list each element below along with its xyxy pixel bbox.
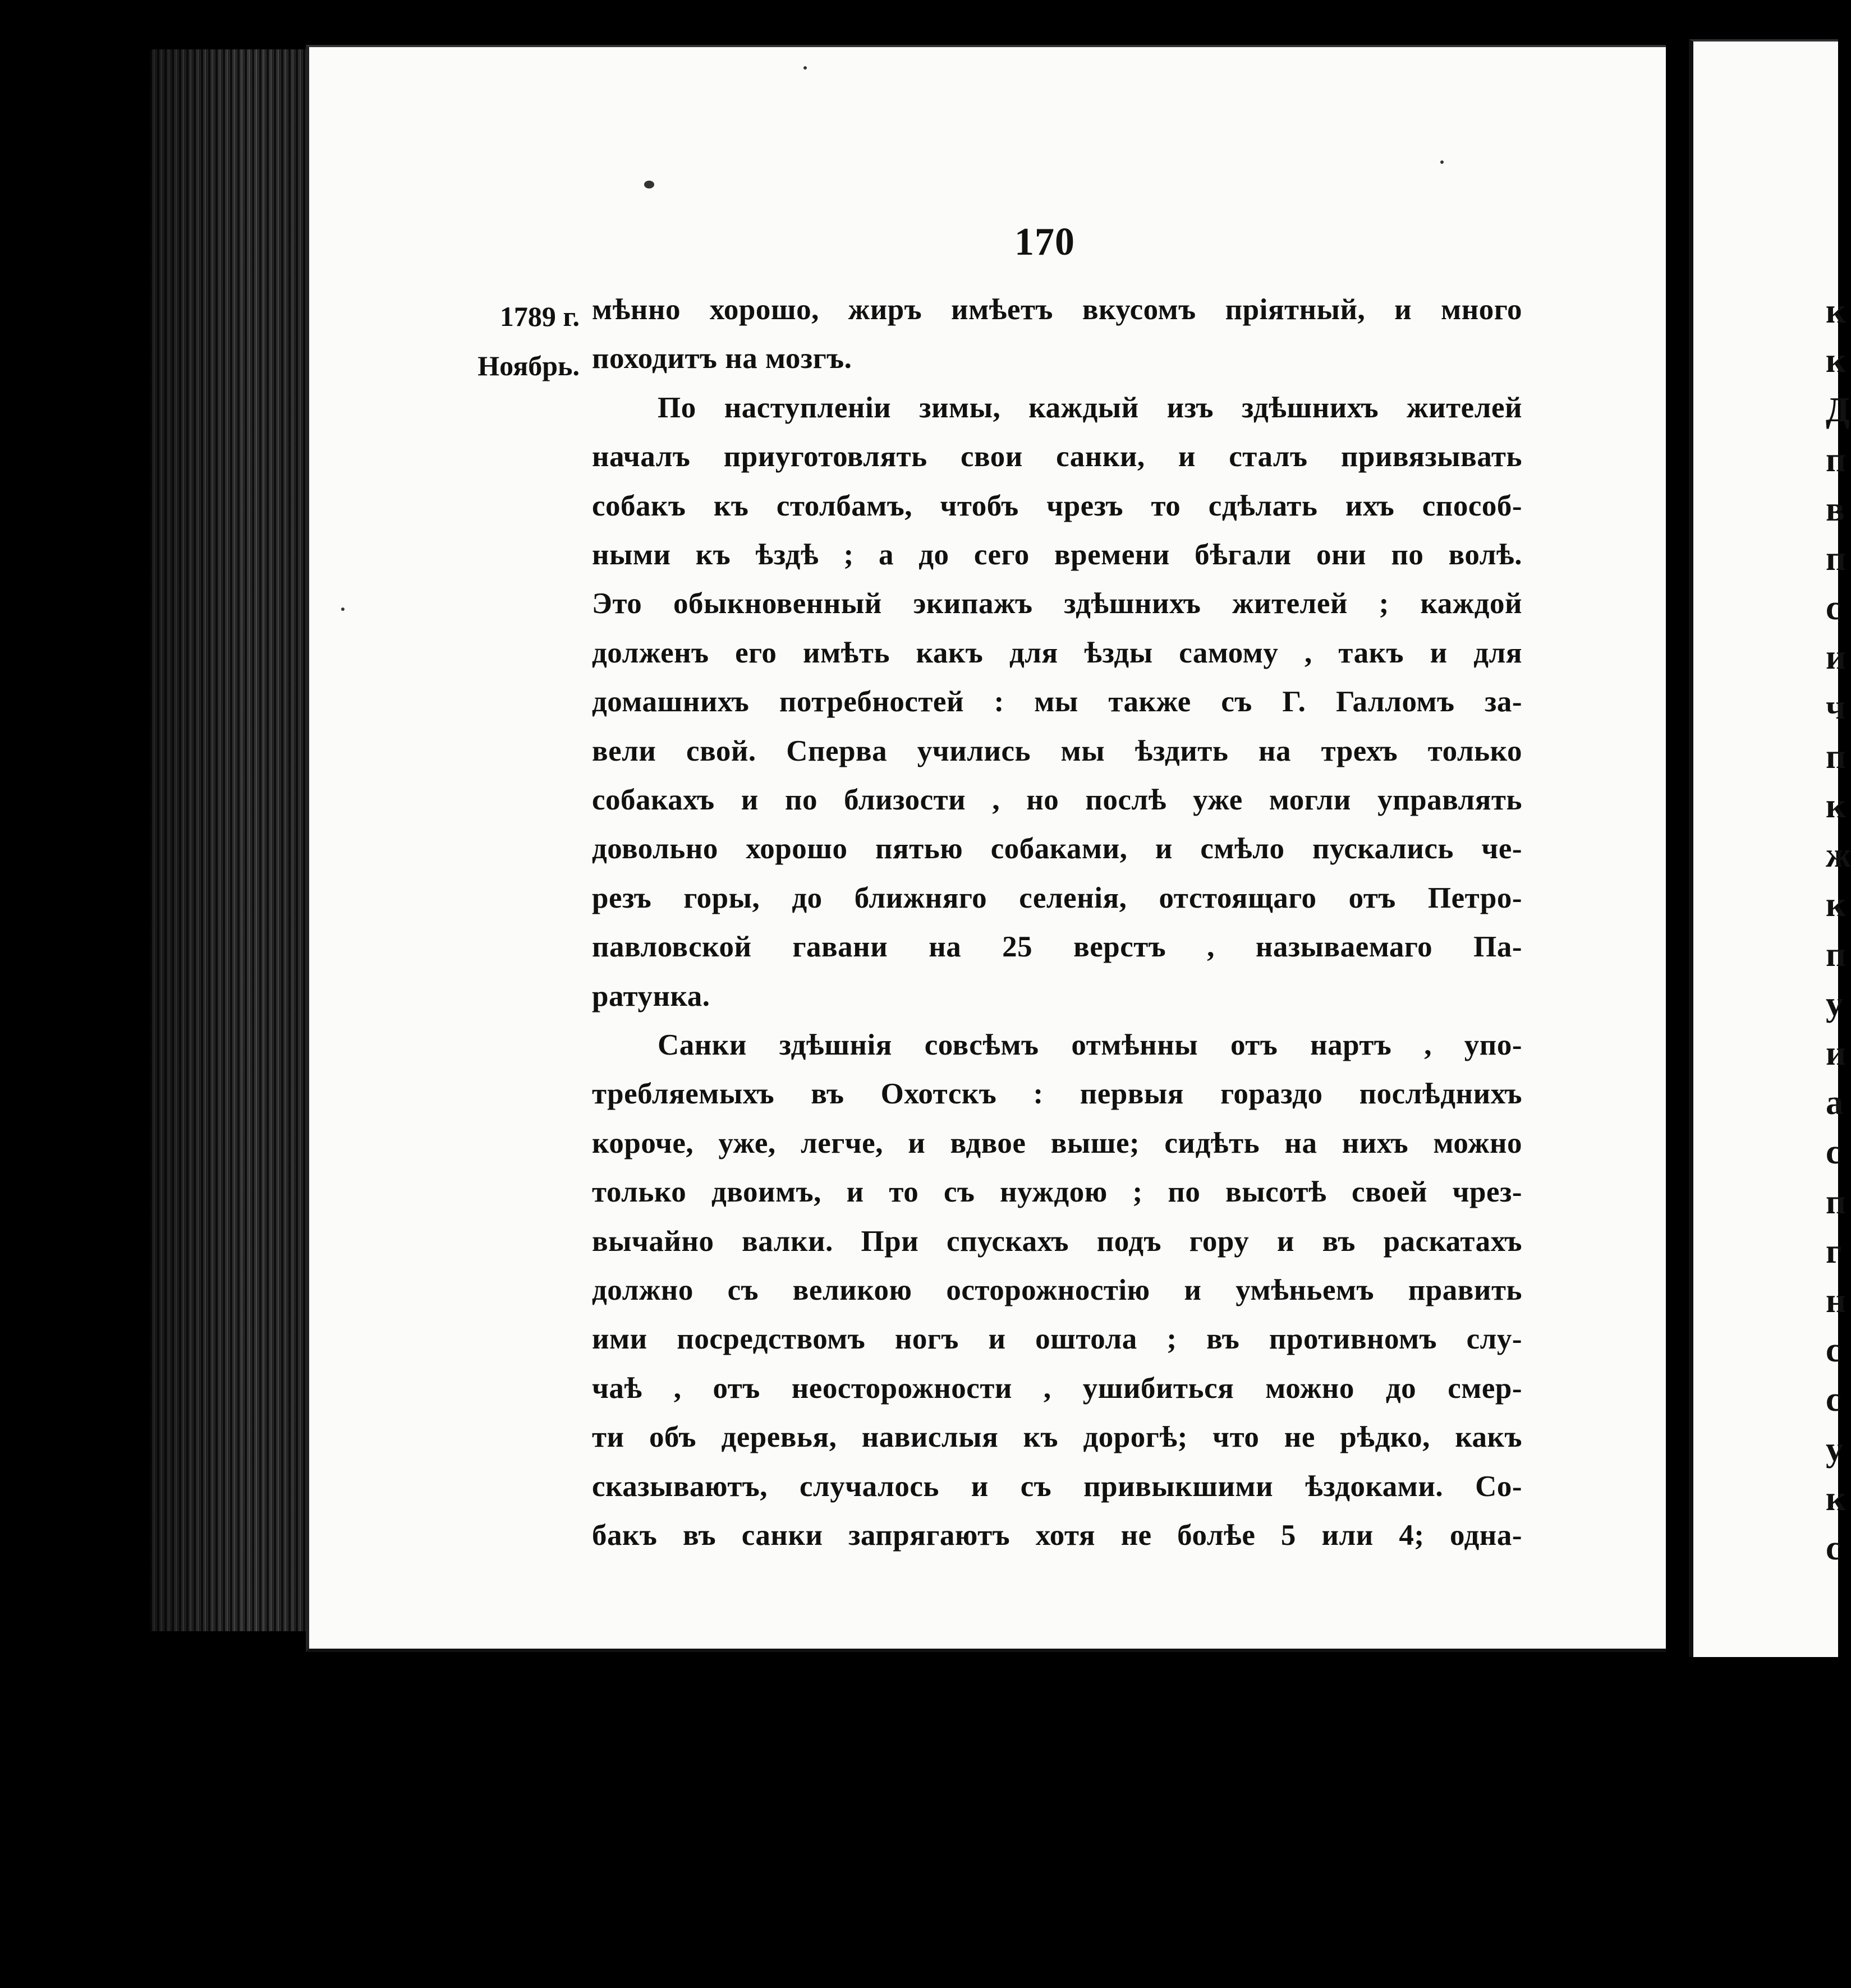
text-line: чаѣ , отъ неосторожности , ушибиться можно до смер- bbox=[592, 1372, 1522, 1405]
facing-page-letter: и bbox=[1826, 638, 1846, 677]
facing-page-letter: п bbox=[1826, 540, 1846, 578]
facing-page-letter: п bbox=[1826, 935, 1846, 974]
text-line: павловской гавани на 25 верстъ , называемаго Па- bbox=[592, 931, 1522, 964]
scan-speck bbox=[644, 181, 654, 188]
text-line: ратунка. bbox=[592, 979, 710, 1013]
page-number: 170 bbox=[1014, 220, 1075, 264]
facing-page-letter: у bbox=[1826, 1430, 1843, 1469]
facing-page-letter: к bbox=[1826, 292, 1846, 330]
facing-page-letter: к bbox=[1826, 886, 1846, 924]
text-line: короче, уже, легче, и вдвое выше; сидѣть на нихъ можно bbox=[592, 1126, 1522, 1159]
text-line: походитъ на мозгъ. bbox=[592, 342, 852, 375]
text-line: ными къ ѣздѣ ; а до сего времени бѣгали они по волѣ. bbox=[592, 539, 1522, 571]
text-line: только двоимъ, и то съ нуждою ; по высотѣ своей чрез- bbox=[592, 1176, 1522, 1209]
scan-speck bbox=[341, 608, 345, 611]
facing-page-letter: г bbox=[1826, 1232, 1842, 1271]
text-line: собакъ къ столбамъ, чтобъ чрезъ то сдѣлать ихъ способ- bbox=[592, 489, 1522, 522]
text-line: вычайно валки. При спускахъ подъ гору и въ раскатахъ bbox=[592, 1225, 1522, 1258]
facing-page-letter: с bbox=[1826, 1380, 1841, 1419]
text-line: домашнихъ потребностей : мы также съ Г. Галломъ за- bbox=[592, 685, 1522, 719]
facing-page-letter: п bbox=[1826, 737, 1846, 776]
facing-page-letter: п bbox=[1826, 440, 1846, 479]
text-line: долженъ его имѣть какъ для ѣзды самому , такъ и для bbox=[592, 636, 1522, 669]
facing-page-letter: в bbox=[1826, 490, 1845, 528]
text-line: Это обыкновенный экипажъ здѣшнихъ жителей ; каждой bbox=[592, 587, 1522, 620]
facing-page-letter: к bbox=[1826, 787, 1846, 825]
text-line: резъ горы, до ближняго селенія, отстоящаго отъ Петро- bbox=[592, 881, 1522, 914]
facing-page-letter: с bbox=[1826, 589, 1841, 628]
text-line: требляемыхъ въ Охотскъ : первыя гораздо послѣднихъ bbox=[592, 1078, 1522, 1111]
text-line: вели свой. Сперва учились мы ѣздить на трехъ только bbox=[592, 734, 1522, 767]
text-line: должно съ великою осторожностію и умѣньемъ править bbox=[592, 1274, 1522, 1306]
facing-page-letter: к bbox=[1826, 342, 1846, 380]
facing-page-letter: к bbox=[1826, 1479, 1846, 1518]
facing-page-letter: с bbox=[1826, 1331, 1841, 1370]
scan-speck bbox=[803, 66, 807, 70]
text-line: собакахъ и по близости , но послѣ уже могли управлять bbox=[592, 784, 1522, 816]
text-line: бакъ въ санки запрягаютъ хотя не болѣе 5 или 4; однa- bbox=[592, 1519, 1522, 1552]
facing-page-letter: ж bbox=[1826, 836, 1851, 875]
facing-page-letter: Д bbox=[1826, 391, 1850, 430]
margin-note-month: Ноябрь. bbox=[477, 350, 580, 381]
facing-page-letter: и bbox=[1826, 1034, 1846, 1073]
text-line: По наступленіи зимы, каждый изъ здѣшнихъ жителей bbox=[658, 391, 1522, 424]
facing-page-letter: а bbox=[1826, 1084, 1843, 1122]
facing-page-letter: у bbox=[1826, 984, 1843, 1023]
facing-page-sliver bbox=[1689, 39, 1851, 1657]
margin-note bbox=[459, 292, 580, 390]
text-line: мѣнно хорошо, жиръ имѣетъ вкусомъ пріятный, и много bbox=[592, 293, 1522, 326]
text-line: ти объ деревья, навислыя къ дорогѣ; что не рѣдко, какъ bbox=[592, 1421, 1522, 1454]
facing-page-letter: п bbox=[1826, 1182, 1846, 1221]
text-line: довольно хорошо пятью собаками, и смѣло пускались че- bbox=[592, 832, 1522, 866]
margin-note-year: 1789 г. bbox=[499, 301, 580, 332]
scan-speck bbox=[1440, 160, 1444, 164]
facing-page-letter: с bbox=[1826, 1529, 1841, 1567]
facing-page-letter: ч bbox=[1826, 688, 1845, 726]
page-edge-shadow bbox=[150, 49, 319, 1631]
text-line: сказываютъ, случалось и съ привыкшими ѣздоками. Со- bbox=[592, 1470, 1522, 1503]
facing-page-letter: н bbox=[1826, 1282, 1846, 1320]
text-line: Санки здѣшнія совсѣмъ отмѣнны отъ нартъ , упо- bbox=[658, 1029, 1522, 1061]
text-line: ими посредствомъ ногъ и оштола ; въ противномъ слу- bbox=[592, 1323, 1522, 1356]
text-line: началъ приуготовлять свои санки, и сталъ привязывать bbox=[592, 440, 1522, 473]
facing-page-letter: с bbox=[1826, 1133, 1841, 1172]
